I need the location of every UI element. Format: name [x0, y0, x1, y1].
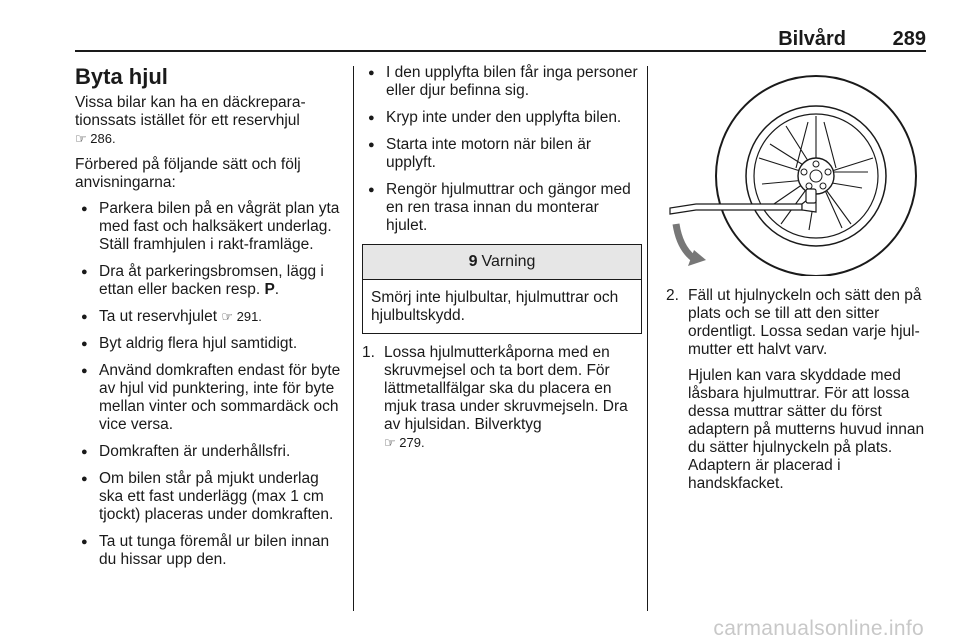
- column-right: [666, 64, 928, 501]
- steps-list-continued: [666, 287, 928, 493]
- section-title: Bilvård: [778, 28, 846, 50]
- spare-wheel-reference-link[interactable]: ☞ 291.: [221, 309, 262, 324]
- safety-list: [362, 64, 642, 235]
- warning-triangle-icon: 9: [468, 253, 478, 270]
- list-item: ● Starta inte motorn när bilen är upplyft.: [362, 136, 642, 172]
- intro-reference-link[interactable]: ☞ 286.: [75, 131, 116, 146]
- list-item-text: Ta ut reservhjulet: [99, 308, 218, 325]
- tools-reference-link[interactable]: ☞ 279.: [384, 435, 425, 450]
- warning-header: [363, 245, 641, 280]
- step-number: 2.: [666, 287, 679, 304]
- step-text-wrap: [384, 344, 642, 452]
- column-divider-left: [353, 66, 354, 611]
- list-item: ● Byt aldrig flera hjul samtidigt.: [75, 335, 347, 353]
- page-header: [75, 28, 926, 50]
- wheel-with-lug-wrench-icon: [666, 64, 928, 276]
- column-divider-right: [647, 66, 648, 611]
- list-item: ● Rengör hjulmuttrar och gängor med en ren trasa innan du monterar hjulet.: [362, 181, 642, 235]
- warning-box: [362, 244, 642, 334]
- step-text: Lossa hjulmutterkåporna med en skruvmejsel och ta bort dem. För lättmetallfälgar ska du placera en mjuk trasa under skruvmejseln. Dra av hjulsidan. Bilverktyg: [384, 344, 628, 433]
- warning-title: Varning: [481, 253, 536, 270]
- page-title: Byta hjul: [75, 64, 168, 89]
- warning-text: Smörj inte hjulbultar, hjulmuttrar och hjulbultskydd.: [371, 289, 619, 324]
- watermark: carmanualsonline.info: [713, 617, 924, 640]
- column-middle: [362, 64, 642, 460]
- list-item: [75, 308, 347, 326]
- list-item: ● Kryp inte under den upplyfta bilen.: [362, 109, 642, 127]
- list-item-text: Dra åt parkeringsbromsen, lägg i ettan eller backen resp.: [99, 263, 324, 298]
- step-item: [362, 344, 642, 452]
- list-item: ● I den upplyfta bilen får inga personer eller djur befinna sig.: [362, 64, 642, 100]
- list-item: ● Använd domkraften endast för byte av hjul vid punktering, inte för byte mellan vinter och sommardäck och vice versa.: [75, 362, 347, 434]
- list-item: ● Parkera bilen på en vågrät plan yta med fast och halksäkert underlag. Ställ framhjulen i rakt-framläge.: [75, 200, 347, 254]
- list-item: ● Om bilen står på mjukt underlag ska ett fast underlägg (max 1 cm tjockt) placeras under domkraften.: [75, 470, 347, 524]
- prepare-paragraph: Förbered på följande sätt och följ anvisningarna:: [75, 156, 301, 191]
- intro-paragraph: [75, 94, 347, 148]
- step-text: Fäll ut hjulnyckeln och sätt den på plats och se till att den sitter ordentligt. Lossa sedan varje hjul-mutter ett halvt varv.: [688, 287, 922, 358]
- list-item: [75, 263, 347, 299]
- gear-p-label: P: [264, 281, 275, 298]
- step-item: [666, 287, 928, 493]
- intro-text: Vissa bilar kan ha en däckrepara-tionssats istället för ett reservhjul: [75, 94, 306, 129]
- page-number: 289: [892, 28, 926, 50]
- step-number: 1.: [362, 344, 375, 361]
- list-item-punct: .: [274, 281, 280, 298]
- preparation-list: [75, 200, 347, 569]
- list-item: ● Domkraften är underhållsfri.: [75, 443, 347, 461]
- header-rule: [75, 50, 926, 52]
- step-note: Hjulen kan vara skyddade med låsbara hjulmuttrar. För att lossa dessa muttrar sätter du först adaptern på mutterns huvud innan du sätter hjulnyckeln på plats. Adaptern är placerad i handskfacket.: [688, 367, 925, 492]
- list-item: ● Ta ut tunga föremål ur bilen innan du hissar upp den.: [75, 533, 347, 569]
- steps-list: [362, 344, 642, 452]
- column-left: [75, 64, 347, 578]
